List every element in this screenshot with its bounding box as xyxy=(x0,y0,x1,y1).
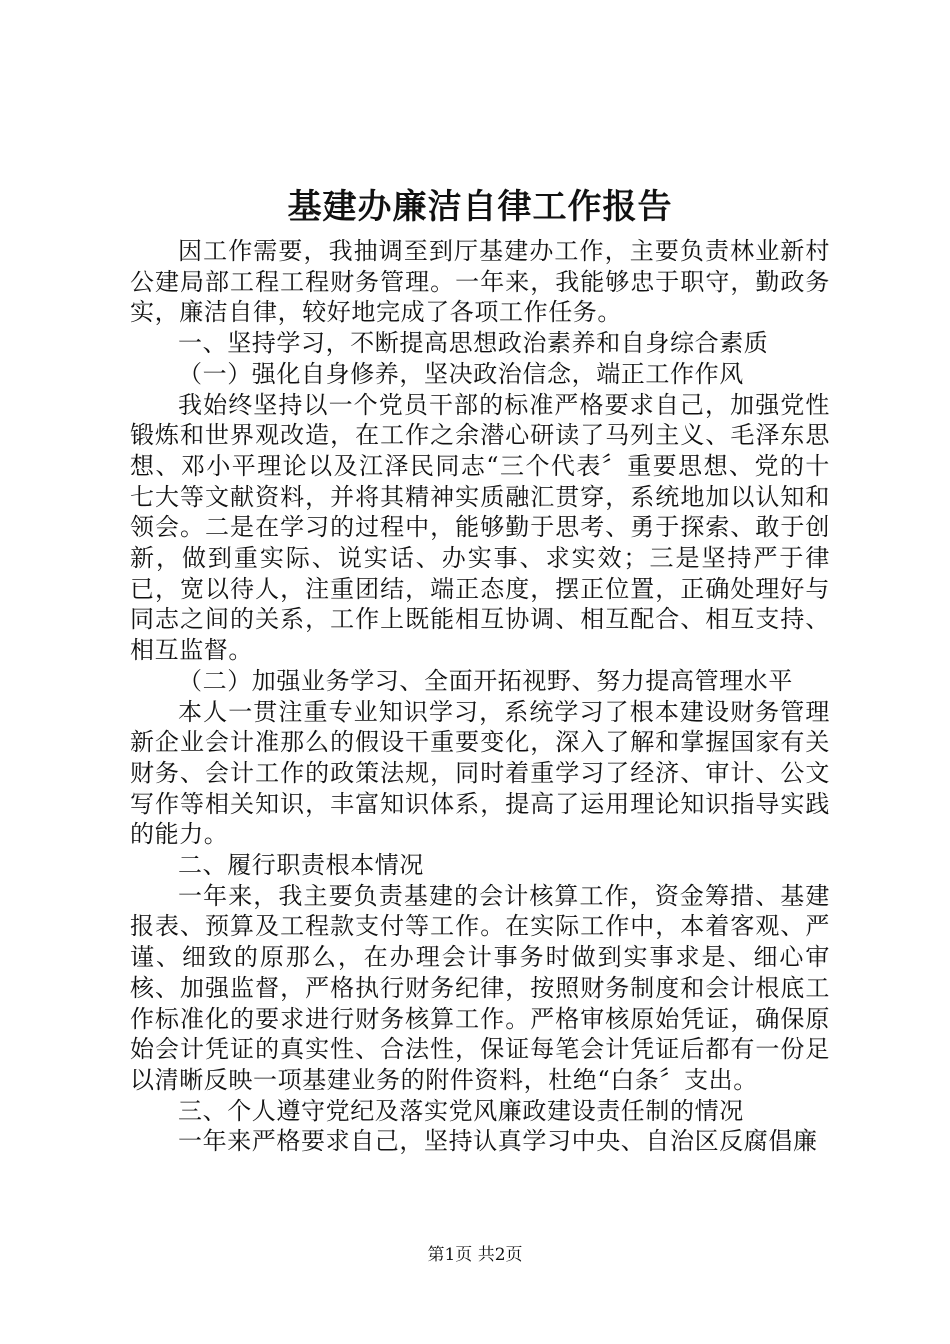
body-paragraph: 本人一贯注重专业知识学习，系统学习了根本建设财务管理新企业会计准那么的假设干重要变化，深入了解和掌握国家有关财务、会计工作的政策法规，同时着重学习了经济、审计、公文写作等相关知识，丰富知识体系，提高了运用理论知识指导实践的能力。 xyxy=(130,697,830,849)
document-title: 基建办廉洁自律工作报告 xyxy=(287,187,673,227)
subsection-heading-1-1: （一）强化自身修养，坚决政治信念，端正工作作风 xyxy=(178,359,744,388)
body-paragraph: 我始终坚持以一个党员干部的标准严格要求自己，加强党性锻炼和世界观改造，在工作之余潜心研读了马列主义、毛泽东思想、邓小平理论以及江泽民同志“三个代表〞重要思想、党的十七大等文献资料，并将其精神实质融汇贯穿，系统地加以认知和领会。二是在学习的过程中，能够勤于思考、勇于探索、敢于创新，做到重实际、说实话、办实事、求实效；三是坚持严于律已，宽以待人，注重团结，端正态度，摆正位置，正确处理好与同志之间的关系，工作上既能相互协调、相互配合、相互支持、相互监督。 xyxy=(130,390,830,665)
section-heading-3: 三、个人遵守党纪及落实党风廉政建设责任制的情况 xyxy=(178,1096,744,1125)
body-paragraph: 一年来严格要求自己，坚持认真学习中央、自治区反腐倡廉 xyxy=(178,1127,818,1156)
section-heading-2: 二、履行职责根本情况 xyxy=(178,851,424,880)
subsection-heading-1-2: （二）加强业务学习、全面开拓视野、努力提高管理水平 xyxy=(178,666,793,695)
section-heading-1: 一、坚持学习，不断提高思想政治素养和自身综合素质 xyxy=(178,329,769,358)
intro-paragraph: 因工作需要，我抽调至到厅基建办工作，主要负责林业新村公建局部工程工程财务管理。一年来，我能够忠于职守，勤政务实，廉洁自律，较好地完成了各项工作任务。 xyxy=(130,237,830,327)
document-page xyxy=(130,182,830,1157)
body-paragraph: 一年来，我主要负责基建的会计核算工作，资金筹措、基建报表、预算及工程款支付等工作。在实际工作中，本着客观、严谨、细致的原那么，在办理会计事务时做到实事求是、细心审核、加强监督，严格执行财务纪律，按照财务制度和会计根底工作标准化的要求进行财务核算工作。严格审核原始凭证，确保原始会计凭证的真实性、合法性，保证每笔会计凭证后都有一份足以清晰反映一项基建业务的附件资料，杜绝“白条〞支出。 xyxy=(130,881,830,1094)
page-footer: 第1页 共2页 xyxy=(427,1245,523,1265)
